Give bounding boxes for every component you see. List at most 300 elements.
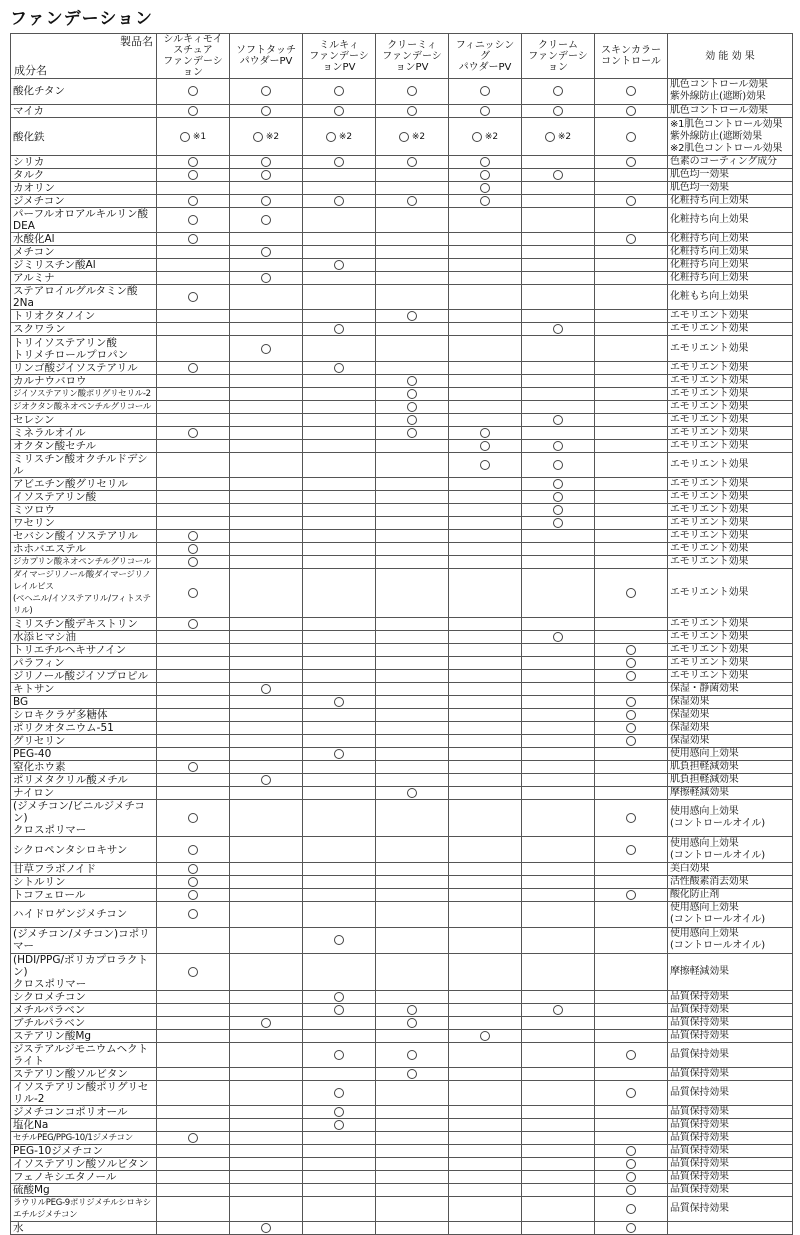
product-mark-cell [230, 1003, 303, 1016]
product-mark-cell [303, 246, 376, 259]
product-mark-cell [376, 889, 449, 902]
ingredient-name: カルナウバロウ [11, 375, 157, 388]
product-mark-cell [157, 1105, 230, 1118]
product-mark-cell [303, 1170, 376, 1183]
circle-mark [326, 132, 336, 142]
table-row [11, 1105, 793, 1118]
product-mark-cell [595, 631, 668, 644]
product-mark-cell [157, 233, 230, 246]
table-row [11, 748, 793, 761]
table-row [11, 761, 793, 774]
ingredient-name: (HDI/PPG/ポリカプロラクトン) クロスポリマー [11, 953, 157, 990]
table-row [11, 927, 793, 953]
effect-cell: 化粧持ち向上効果 [668, 272, 793, 285]
table-row [11, 569, 793, 618]
product-mark-cell [230, 670, 303, 683]
product-mark-cell [376, 1042, 449, 1067]
effect-cell: 品質保持効果 [668, 1029, 793, 1042]
product-mark-cell [303, 657, 376, 670]
effect-cell: 使用感向上効果 (コントロールオイル) [668, 927, 793, 953]
product-mark-cell [595, 414, 668, 427]
product-mark-cell [376, 401, 449, 414]
table-row [11, 156, 793, 169]
ingredient-name: イソステアリン酸ソルビタン [11, 1157, 157, 1170]
product-mark-cell [157, 927, 230, 953]
product-mark-cell [595, 1016, 668, 1029]
circle-mark [626, 1223, 636, 1233]
product-mark-cell [376, 631, 449, 644]
circle-mark [334, 749, 344, 759]
product-mark-cell [303, 1196, 376, 1221]
product-mark-cell [595, 863, 668, 876]
circle-mark [261, 106, 271, 116]
product-mark-cell [449, 169, 522, 182]
circle-mark [261, 684, 271, 694]
product-mark-cell [376, 735, 449, 748]
product-mark-cell [522, 233, 595, 246]
product-mark-cell [522, 543, 595, 556]
effect-cell: 美白効果 [668, 863, 793, 876]
product-mark-cell [157, 117, 230, 156]
table-row [11, 953, 793, 990]
product-mark-cell [157, 618, 230, 631]
product-mark-cell [230, 233, 303, 246]
circle-mark [188, 196, 198, 206]
product-mark-cell [449, 1118, 522, 1131]
circle-mark [334, 697, 344, 707]
product-mark-cell [376, 543, 449, 556]
table-row [11, 618, 793, 631]
table-row [11, 117, 793, 156]
product-mark-cell [595, 787, 668, 800]
ingredient-name: シリカ [11, 156, 157, 169]
product-mark-cell [522, 683, 595, 696]
product-mark-cell [157, 195, 230, 208]
table-row [11, 876, 793, 889]
effect-cell: 摩擦軽減効果 [668, 953, 793, 990]
product-mark-cell [376, 310, 449, 323]
product-mark-cell [157, 285, 230, 310]
product-mark-cell [303, 902, 376, 928]
product-mark-cell [595, 889, 668, 902]
circle-mark [261, 215, 271, 225]
product-mark-cell [449, 362, 522, 375]
product-mark-cell [595, 1221, 668, 1234]
ingredient-name: ジカプリン酸ネオペンチルグリコール [11, 556, 157, 569]
product-mark-cell [303, 156, 376, 169]
ingredient-name: ワセリン [11, 517, 157, 530]
product-mark-cell [303, 876, 376, 889]
product-mark-cell [449, 272, 522, 285]
product-mark-cell [595, 569, 668, 618]
product-mark-cell [230, 683, 303, 696]
table-row [11, 1144, 793, 1157]
ingredient-name: リンゴ酸ジイソステアリル [11, 362, 157, 375]
product-mark-cell [230, 478, 303, 491]
product-mark-cell [522, 800, 595, 837]
product-mark-cell [376, 272, 449, 285]
product-mark-cell [157, 1183, 230, 1196]
table-row [11, 1157, 793, 1170]
product-mark-cell [522, 79, 595, 105]
effect-cell: 化粧持ち向上効果 [668, 259, 793, 272]
circle-mark [261, 86, 271, 96]
circle-mark [407, 1018, 417, 1028]
product-mark-cell [303, 543, 376, 556]
product-mark-cell [376, 491, 449, 504]
effect-cell: エモリエント効果 [668, 427, 793, 440]
product-mark-cell [303, 427, 376, 440]
product-mark-cell [303, 1003, 376, 1016]
product-mark-cell [157, 156, 230, 169]
product-mark-cell [303, 1118, 376, 1131]
circle-mark [188, 106, 198, 116]
ingredient-name: ジイソステアリン酸ポリグリセリル-2 [11, 388, 157, 401]
product-mark-cell [449, 683, 522, 696]
product-mark-cell [522, 104, 595, 117]
product-mark-cell [449, 1067, 522, 1080]
product-mark-cell [303, 272, 376, 285]
circle-mark [407, 389, 417, 399]
product-mark-cell [522, 285, 595, 310]
product-mark-cell [595, 774, 668, 787]
product-mark-cell [449, 401, 522, 414]
circle-mark [480, 460, 490, 470]
product-mark-cell [376, 427, 449, 440]
product-mark-cell [449, 902, 522, 928]
product-mark-cell [522, 1080, 595, 1105]
product-mark-cell [157, 1003, 230, 1016]
product-mark-cell [522, 375, 595, 388]
product-mark-cell [157, 837, 230, 863]
effect-cell: 品質保持効果 [668, 1003, 793, 1016]
product-mark-cell [595, 722, 668, 735]
product-mark-cell [595, 285, 668, 310]
table-row [11, 79, 793, 105]
effect-cell: 肌色均一効果 [668, 182, 793, 195]
footnote-mark: ※2 [557, 131, 572, 142]
product-mark-cell [303, 709, 376, 722]
circle-mark [261, 273, 271, 283]
product-mark-cell [230, 990, 303, 1003]
product-mark-cell [230, 310, 303, 323]
product-mark-cell [376, 761, 449, 774]
product-mark-cell [230, 246, 303, 259]
product-mark-cell [522, 182, 595, 195]
ingredient-table [10, 33, 793, 1235]
product-mark-cell [595, 246, 668, 259]
product-mark-cell [303, 1042, 376, 1067]
effect-cell: 保湿効果 [668, 722, 793, 735]
circle-mark [626, 157, 636, 167]
circle-mark [334, 157, 344, 167]
ingredient-name: トリイソステアリン酸 トリメチロールプロパン [11, 336, 157, 362]
ingredient-name: セバシン酸イソステアリル [11, 530, 157, 543]
ingredient-name: ブチルパラベン [11, 1016, 157, 1029]
product-mark-cell [157, 709, 230, 722]
table-row [11, 556, 793, 569]
ingredient-name: マイカ [11, 104, 157, 117]
footnote-mark: ※2 [484, 131, 499, 142]
product-mark-cell [230, 863, 303, 876]
product-mark-cell [522, 517, 595, 530]
circle-mark [545, 132, 555, 142]
product-mark-cell [595, 543, 668, 556]
circle-mark [334, 260, 344, 270]
ingredient-name: ステアリン酸ソルビタン [11, 1067, 157, 1080]
product-mark-cell [449, 336, 522, 362]
product-mark-cell [376, 1080, 449, 1105]
product-mark-cell [303, 644, 376, 657]
table-row [11, 272, 793, 285]
product-mark-cell [522, 1144, 595, 1157]
product-mark-cell [449, 530, 522, 543]
product-mark-cell [230, 1105, 303, 1118]
circle-mark [188, 544, 198, 554]
product-mark-cell [303, 1080, 376, 1105]
product-mark-cell [449, 1029, 522, 1042]
ingredient-name: ジミリスチン酸Al [11, 259, 157, 272]
product-mark-cell [376, 388, 449, 401]
product-mark-cell [595, 427, 668, 440]
product-mark-cell [522, 1196, 595, 1221]
table-row [11, 208, 793, 233]
circle-mark [407, 1050, 417, 1060]
product-mark-cell [230, 696, 303, 709]
table-row [11, 491, 793, 504]
product-mark-cell [157, 401, 230, 414]
table-header-row [11, 34, 793, 79]
product-mark-cell [157, 79, 230, 105]
product-mark-cell [595, 1170, 668, 1183]
table-row [11, 285, 793, 310]
ingredient-name: (ジメチコン/ビニルジメチコン) クロスポリマー [11, 800, 157, 837]
ingredient-name: ホホバエステル [11, 543, 157, 556]
product-mark-cell [230, 375, 303, 388]
product-mark-cell [303, 1029, 376, 1042]
product-mark-cell [303, 233, 376, 246]
product-mark-cell [230, 362, 303, 375]
product-mark-cell [449, 491, 522, 504]
effect-cell: 品質保持効果 [668, 1144, 793, 1157]
product-mark-cell [230, 453, 303, 478]
effect-cell: エモリエント効果 [668, 618, 793, 631]
product-mark-cell [522, 876, 595, 889]
product-mark-cell [449, 1183, 522, 1196]
effect-cell: 肌負担軽減効果 [668, 761, 793, 774]
product-mark-cell [376, 117, 449, 156]
product-mark-cell [376, 504, 449, 517]
circle-mark [334, 106, 344, 116]
effect-cell: 肌色コントロール効果 [668, 104, 793, 117]
product-mark-cell [303, 79, 376, 105]
circle-mark [553, 415, 563, 425]
product-mark-cell [449, 927, 522, 953]
product-mark-cell [376, 195, 449, 208]
circle-mark [480, 1031, 490, 1041]
product-mark-cell [449, 478, 522, 491]
circle-mark [553, 518, 563, 528]
product-mark-cell [376, 1157, 449, 1170]
product-mark-cell [157, 1067, 230, 1080]
product-mark-cell [522, 927, 595, 953]
ingredient-name: タルク [11, 169, 157, 182]
product-mark-cell [376, 696, 449, 709]
product-mark-cell [230, 323, 303, 336]
effect-cell: エモリエント効果 [668, 517, 793, 530]
ingredient-name: ジメチコン [11, 195, 157, 208]
product-mark-cell [303, 375, 376, 388]
circle-mark [626, 890, 636, 900]
product-mark-cell [595, 735, 668, 748]
product-mark-cell [376, 1016, 449, 1029]
product-mark-cell [522, 310, 595, 323]
product-mark-cell [157, 670, 230, 683]
ingredient-name: 水 [11, 1221, 157, 1234]
table-row [11, 644, 793, 657]
circle-mark [188, 1133, 198, 1143]
circle-mark [407, 1069, 417, 1079]
effect-cell: エモリエント効果 [668, 336, 793, 362]
circle-mark [626, 1172, 636, 1182]
table-row [11, 427, 793, 440]
ingredient-name: トリオクタノイン [11, 310, 157, 323]
table-row [11, 440, 793, 453]
product-mark-cell [303, 1105, 376, 1118]
table-row [11, 310, 793, 323]
product-mark-cell [449, 1144, 522, 1157]
product-mark-cell [376, 787, 449, 800]
circle-mark [188, 619, 198, 629]
product-mark-cell [157, 208, 230, 233]
product-mark-cell [522, 1067, 595, 1080]
table-row [11, 1029, 793, 1042]
table-row [11, 1131, 793, 1144]
product-mark-cell [595, 169, 668, 182]
ingredient-name: フェノキシエタノール [11, 1170, 157, 1183]
effect-cell: 品質保持効果 [668, 1016, 793, 1029]
product-mark-cell [449, 631, 522, 644]
product-mark-cell [522, 478, 595, 491]
ingredient-name: シトルリン [11, 876, 157, 889]
product-mark-cell [230, 1067, 303, 1080]
ingredient-name: トリエチルヘキサノイン [11, 644, 157, 657]
product-mark-cell [376, 1131, 449, 1144]
ingredient-name: メチルパラベン [11, 1003, 157, 1016]
effect-cell: エモリエント効果 [668, 323, 793, 336]
table-row [11, 362, 793, 375]
product-mark-cell [303, 169, 376, 182]
circle-mark [480, 86, 490, 96]
ingredient-name: イソステアリン酸ポリグリセリル-2 [11, 1080, 157, 1105]
product-mark-cell [303, 453, 376, 478]
ingredient-name-label: 成分名 [14, 64, 47, 77]
circle-mark [407, 415, 417, 425]
product-mark-cell [449, 388, 522, 401]
ingredient-name: ステアロイルグルタミン酸2Na [11, 285, 157, 310]
product-mark-cell [522, 1016, 595, 1029]
circle-mark [626, 813, 636, 823]
product-mark-cell [303, 1067, 376, 1080]
product-mark-cell [595, 156, 668, 169]
product-mark-cell [449, 182, 522, 195]
product-mark-cell [522, 1003, 595, 1016]
product-mark-cell [376, 259, 449, 272]
effect-cell: 品質保持効果 [668, 1183, 793, 1196]
circle-mark [334, 1050, 344, 1060]
circle-mark [626, 1088, 636, 1098]
product-mark-cell [230, 889, 303, 902]
product-mark-cell [303, 414, 376, 427]
product-mark-cell [595, 272, 668, 285]
product-mark-cell [157, 310, 230, 323]
circle-mark [407, 157, 417, 167]
product-mark-cell [157, 953, 230, 990]
ingredient-name: ナイロン [11, 787, 157, 800]
product-mark-cell [230, 631, 303, 644]
circle-mark [553, 492, 563, 502]
circle-mark [188, 531, 198, 541]
ingredient-name: シクロメチコン [11, 990, 157, 1003]
table-row [11, 504, 793, 517]
product-mark-cell [303, 336, 376, 362]
table-row [11, 233, 793, 246]
circle-mark [261, 344, 271, 354]
product-mark-cell [376, 285, 449, 310]
product-mark-cell [230, 735, 303, 748]
product-mark-cell [595, 1144, 668, 1157]
product-mark-cell [303, 1183, 376, 1196]
circle-mark [480, 106, 490, 116]
product-mark-cell [230, 504, 303, 517]
effect-cell: 品質保持効果 [668, 1157, 793, 1170]
ingredient-name: キトサン [11, 683, 157, 696]
effect-cell [668, 1221, 793, 1234]
table-row [11, 1118, 793, 1131]
product-mark-cell [595, 953, 668, 990]
ingredient-name: ミツロウ [11, 504, 157, 517]
circle-mark [188, 363, 198, 373]
circle-mark [188, 428, 198, 438]
effect-cell: エモリエント効果 [668, 440, 793, 453]
product-mark-cell [449, 722, 522, 735]
product-mark-cell [303, 735, 376, 748]
product-mark-cell [449, 246, 522, 259]
ingredient-name: 酸化鉄 [11, 117, 157, 156]
product-mark-cell [230, 1170, 303, 1183]
circle-mark [626, 1159, 636, 1169]
footnote-mark: ※2 [265, 131, 280, 142]
effect-cell: 保湿効果 [668, 709, 793, 722]
product-mark-cell [449, 1170, 522, 1183]
product-mark-cell [522, 722, 595, 735]
product-mark-cell [157, 1221, 230, 1234]
effect-cell: エモリエント効果 [668, 530, 793, 543]
product-mark-cell [595, 478, 668, 491]
product-mark-cell [449, 748, 522, 761]
product-mark-cell [595, 117, 668, 156]
page-title: ファンデーション [10, 9, 153, 29]
circle-mark [626, 234, 636, 244]
product-mark-cell [230, 427, 303, 440]
product-mark-cell [303, 208, 376, 233]
product-mark-cell [157, 1196, 230, 1221]
product-mark-cell [522, 1170, 595, 1183]
product-mark-cell [595, 837, 668, 863]
table-row [11, 990, 793, 1003]
product-mark-cell [522, 709, 595, 722]
effect-cell: エモリエント効果 [668, 414, 793, 427]
